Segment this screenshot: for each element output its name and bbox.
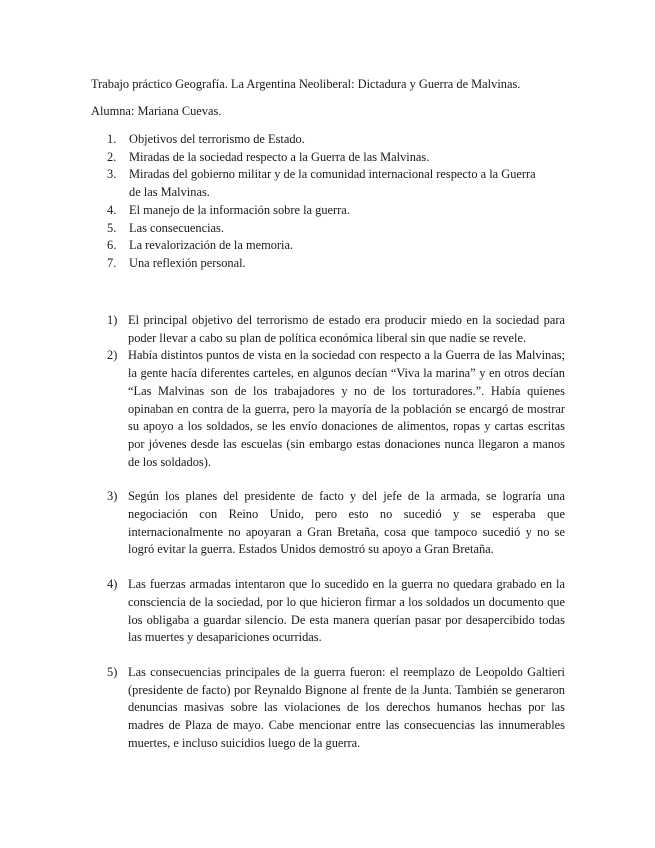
outline-number: 7.	[107, 255, 117, 270]
outline-text: El manejo de la información sobre la guerra.	[129, 202, 350, 217]
outline-item	[107, 202, 537, 220]
answer-number: 1)	[107, 313, 118, 327]
outline-text: Miradas del gobierno militar y de la comunidad internacional respecto a la Guerra de las Malvinas.	[129, 167, 536, 200]
answer-number: 3)	[107, 489, 118, 504]
outline-number: 5.	[107, 220, 117, 235]
answer-number: 5)	[107, 664, 118, 679]
outline-list	[107, 131, 537, 273]
outline-number: 4.	[107, 202, 117, 217]
outline-item	[107, 237, 537, 255]
answer-text: El principal objetivo del terrorismo de estado era producir miedo en la sociedad para poder llevar a cabo su plan de política económica liberal sin que nadie se revele.	[128, 313, 565, 345]
outline-number: 2.	[107, 149, 117, 164]
outline-item	[107, 131, 537, 149]
answer-item	[107, 664, 565, 753]
outline-number: 6.	[107, 238, 117, 253]
outline-item	[107, 220, 537, 238]
document-title: Trabajo práctico Geografía. La Argentina Neoliberal: Dictadura y Guerra de Malvinas.	[91, 77, 521, 91]
answer-item	[107, 312, 565, 347]
outline-text: Objetivos del terrorismo de Estado.	[129, 132, 305, 146]
answer-text: Según los planes del presidente de facto y del jefe de la armada, se lograría una negociación con Reino Unido, pero esto no sucedió y se esperaba que internacionalmente no apoyaran a Gran Bretaña, cosa que tampoco sucedió y no se logró evitar la guerra. Estados Unidos demostró su apoyo a Gran Bretaña.	[128, 489, 565, 557]
outline-text: Las consecuencias.	[129, 220, 224, 235]
outline-item	[107, 166, 537, 201]
answer-text: Las consecuencias principales de la guerra fueron: el reemplazo de Leopoldo Galtieri (presidente de facto) por Reynaldo Bignone al frente de la Junta. También se generaron denuncias masivas sobre las violaciones de los derechos humanos hechas por las madres de Plaza de mayo. Cabe mencionar entre las consecuencias las innumerables muertes, e incluso suicidios luego de la guerra.	[128, 664, 565, 750]
student-name: Alumna: Mariana Cuevas.	[91, 104, 222, 118]
answer-number: 2)	[107, 348, 118, 363]
answer-number: 4)	[107, 577, 118, 592]
outline-number: 3.	[107, 167, 117, 182]
answers-list	[107, 312, 565, 769]
answer-item	[107, 576, 565, 647]
outline-item	[107, 255, 537, 273]
answer-text: Las fuerzas armadas intentaron que lo sucedido en la guerra no quedara grabado en la consciencia de la sociedad, por lo que hicieron firmar a los soldados un documento que los obligaba a guardar silencio. De esta manera querían pasar por desapercibido todas las muertes y desapariciones ocurridas.	[128, 577, 565, 645]
outline-number: 1.	[107, 132, 117, 146]
outline-text: Una reflexión personal.	[129, 255, 246, 270]
outline-item	[107, 149, 537, 167]
answer-item	[107, 347, 565, 471]
outline-text: Miradas de la sociedad respecto a la Guerra de las Malvinas.	[129, 149, 430, 164]
answer-text: Había distintos puntos de vista en la sociedad con respecto a la Guerra de las Malvinas; la gente hacía diferentes carteles, en algunos decían “Viva la marina” y en otros decían “Las Malvinas son de los trabajadores y no de los torturadores.”. Había quienes opinaban en contra de la guerra, pero la mayoría de la población se encargó de mostrar su apoyo a los soldados, se les envío donaciones de alimentos, ropas y cartas escritas por jóvenes desde las escuelas (sin embargo estas donaciones nunca llegaron a manos de los soldados).	[128, 348, 565, 469]
outline-text: La revalorización de la memoria.	[129, 238, 294, 253]
answer-item	[107, 488, 565, 559]
